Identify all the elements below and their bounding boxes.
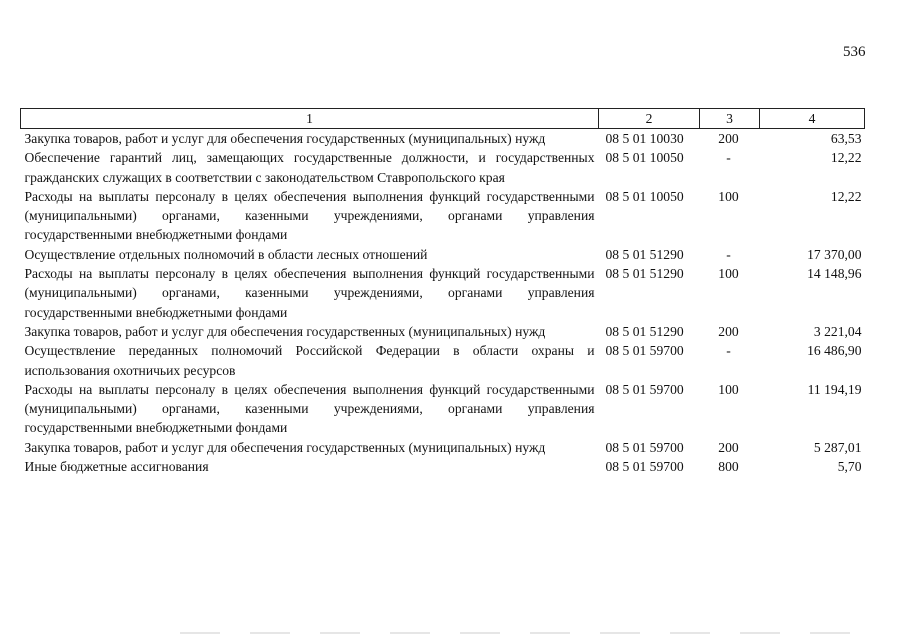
scan-artifact-line bbox=[180, 632, 880, 634]
target-code: 08 5 01 10030 bbox=[605, 131, 684, 146]
expense-name: Обеспечение гарантий лиц, замещающих государственные должности, и государственных гражданских служащих в соответствии с законодательством Ставропольского края bbox=[24, 150, 595, 185]
expense-name: Иные бюджетные ассигнования bbox=[24, 459, 209, 475]
column-header-4: 4 bbox=[760, 109, 865, 129]
target-code: 08 5 01 51290 bbox=[605, 246, 684, 262]
expense-name: Закупка товаров, работ и услуг для обеспечения государственных (муниципальных) нужд bbox=[24, 131, 546, 146]
amount: 11 194,19 bbox=[807, 381, 862, 397]
amount: 12,22 bbox=[830, 188, 862, 204]
target-code: 08 5 01 59700 bbox=[605, 381, 684, 397]
expense-type: 200 bbox=[718, 131, 739, 146]
amount: 16 486,90 bbox=[807, 343, 862, 359]
table-row bbox=[21, 264, 865, 322]
expense-type: 200 bbox=[718, 323, 739, 339]
expense-type: - bbox=[726, 343, 731, 359]
table-row bbox=[21, 341, 865, 380]
expense-name: Расходы на выплаты персоналу в целях обеспечения выполнения функций государственными (муниципальными) органами, казенными учреждениями, органами управления государственными внебюджетными фондами bbox=[24, 266, 595, 320]
table-row bbox=[21, 438, 865, 457]
amount: 17 370,00 bbox=[807, 246, 862, 262]
target-code: 08 5 01 10050 bbox=[605, 188, 684, 204]
table-row bbox=[21, 129, 865, 149]
expense-name: Закупка товаров, работ и услуг для обеспечения государственных (муниципальных) нужд bbox=[24, 323, 546, 339]
expense-name: Осуществление отдельных полномочий в области лесных отношений bbox=[24, 246, 428, 262]
amount: 5 287,01 bbox=[813, 439, 862, 455]
target-code: 08 5 01 59700 bbox=[605, 343, 684, 359]
expense-name: Расходы на выплаты персоналу в целях обеспечения выполнения функций государственными (муниципальными) органами, казенными учреждениями, органами управления государственными внебюджетными фондами bbox=[24, 381, 595, 436]
amount: 12,22 bbox=[830, 150, 862, 166]
expense-name: Закупка товаров, работ и услуг для обеспечения государственных (муниципальных) нужд bbox=[24, 439, 546, 455]
header-row bbox=[21, 109, 865, 129]
target-code: 08 5 01 10050 bbox=[605, 150, 684, 166]
expense-name: Расходы на выплаты персоналу в целях обеспечения выполнения функций государственными (муниципальными) органами, казенными учреждениями, органами управления государственными внебюджетными фондами bbox=[24, 188, 595, 243]
table-row bbox=[21, 187, 865, 245]
column-header-2: 2 bbox=[599, 109, 700, 129]
page-number: 536 bbox=[843, 44, 866, 60]
table-row bbox=[21, 322, 865, 341]
expense-name: Осуществление переданных полномочий Российской Федерации в области охраны и использования охотничьих ресурсов bbox=[24, 343, 595, 378]
table-row bbox=[21, 457, 865, 476]
target-code: 08 5 01 59700 bbox=[605, 459, 684, 475]
target-code: 08 5 01 51290 bbox=[605, 323, 684, 339]
amount: 5,70 bbox=[837, 459, 862, 475]
table-body bbox=[21, 129, 865, 477]
table-row bbox=[21, 148, 865, 187]
budget-table bbox=[20, 108, 865, 476]
table-row bbox=[21, 245, 865, 264]
expense-type: 100 bbox=[718, 188, 739, 204]
target-code: 08 5 01 51290 bbox=[605, 266, 684, 282]
amount: 14 148,96 bbox=[807, 266, 862, 282]
amount: 3 221,04 bbox=[813, 323, 862, 339]
amount: 63,53 bbox=[830, 131, 862, 146]
expense-type: - bbox=[726, 150, 731, 166]
table-header bbox=[21, 109, 865, 129]
table-row bbox=[21, 380, 865, 438]
expense-type: 800 bbox=[718, 459, 739, 475]
column-header-3: 3 bbox=[700, 109, 760, 129]
expense-type: 200 bbox=[718, 439, 739, 455]
expense-type: - bbox=[726, 246, 731, 262]
target-code: 08 5 01 59700 bbox=[605, 439, 684, 455]
expense-type: 100 bbox=[718, 266, 739, 282]
column-header-1: 1 bbox=[21, 109, 599, 129]
expense-type: 100 bbox=[718, 381, 739, 397]
